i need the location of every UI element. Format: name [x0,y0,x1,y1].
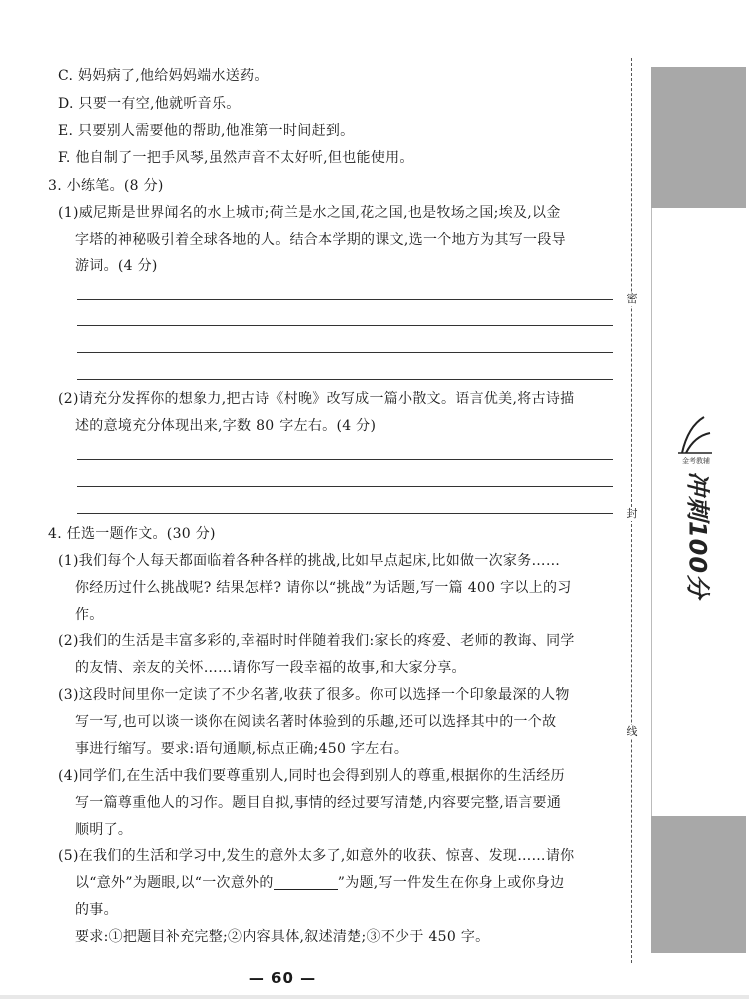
question-4-4-line-1: (4)同学们,在生活中我们要尊重别人,同时也会得到别人的尊重,根据你的生活经历 [58,768,565,784]
publisher-logo-caption: 金考教辅 [682,457,710,465]
question-4-heading: 4. 任选一题作文。(30 分) [48,526,216,542]
question-4-5-line-2 [75,873,564,893]
question-4-4-line-2: 写一篇尊重他人的习作。题目自拟,事情的经过要写清楚,内容要完整,语言要通 [75,795,562,811]
option-c: C. 妈妈病了,他给妈妈端水送药。 [58,68,269,84]
answer-line [77,352,613,353]
question-4-requirements: 要求:①把题目补充完整;②内容具体,叙述清楚;③不少于 450 字。 [75,929,490,945]
question-4-2-line-2: 的友情、亲友的关怀……请你写一段幸福的故事,和大家分享。 [75,660,466,676]
answer-line [77,486,613,487]
question-3-2-line-1: (2)请充分发挥你的想象力,把古诗《村晚》改写成一篇小散文。语言优美,将古诗描 [58,391,575,407]
question-3-2-line-2: 述的意境充分体现出来,字数 80 字左右。(4 分) [75,418,377,434]
fill-in-blank [274,875,338,890]
question-4-5-line-2-end: ”为题,写一件发生在你身上或你身边 [337,875,565,891]
answer-line [77,379,613,380]
question-4-1-line-2: 你经历过什么挑战呢? 结果怎样? 请你以“挑战”为话题,写一篇 400 字以上的习 [75,580,572,596]
question-3-1-line-3: 游词。(4 分) [75,258,158,274]
question-4-3-line-2: 写一写,也可以谈一谈你在阅读名著时体验到的乐趣,还可以选择其中的一个故 [75,714,557,730]
side-band-bottom-block [651,816,746,953]
question-4-3-line-3: 事进行缩写。要求:语句通顺,标点正确;450 字左右。 [75,741,409,757]
answer-line [77,459,613,460]
question-4-4-line-3: 顺明了。 [75,822,133,838]
option-f: F. 他自制了一把手风琴,虽然声音不太好听,但也能使用。 [58,150,414,166]
question-4-2-line-1: (2)我们的生活是丰富多彩的,幸福时时伴随着我们:家长的疼爱、老师的教诲、同学 [58,633,575,649]
question-4-5-line-3: 的事。 [75,902,118,918]
question-3-1-line-1: (1)威尼斯是世界闻名的水上城市;荷兰是水之国,花之国,也是牧场之国;埃及,以金 [58,205,561,221]
binding-char-mi: 密 [626,292,638,305]
answer-line [77,299,613,300]
question-3-heading: 3. 小练笔。(8 分) [48,178,164,194]
brand-title: 冲刺100分 [683,470,712,600]
side-band-top-block [651,67,746,208]
answer-line [77,513,613,514]
page-bottom-edge [0,995,749,999]
question-4-3-line-1: (3)这段时间里你一定读了不少名著,收获了很多。你可以选择一个印象最深的人物 [58,687,570,703]
page-number: — 60 — [248,969,317,987]
binding-char-feng: 封 [626,507,638,520]
publisher-logo-icon [674,413,714,457]
answer-line [77,325,613,326]
question-4-1-line-3: 作。 [75,607,104,623]
question-4-5-line-2-start: 以“意外”为题眼,以“一次意外的 [75,875,274,891]
question-4-5-line-1: (5)在我们的生活和学习中,发生的意外太多了,如意外的收获、惊喜、发现……请你 [58,848,575,864]
binding-char-xian: 线 [626,725,638,738]
question-4-1-line-1: (1)我们每个人每天都面临着各种各样的挑战,比如早点起床,比如做一次家务…… [58,553,561,569]
option-e: E. 只要别人需要他的帮助,他准第一时间赶到。 [58,123,355,139]
option-d: D. 只要一有空,他就听音乐。 [58,96,241,112]
question-3-1-line-2: 字塔的神秘吸引着全球各地的人。结合本学期的课文,选一个地方为其写一段导 [75,232,566,248]
